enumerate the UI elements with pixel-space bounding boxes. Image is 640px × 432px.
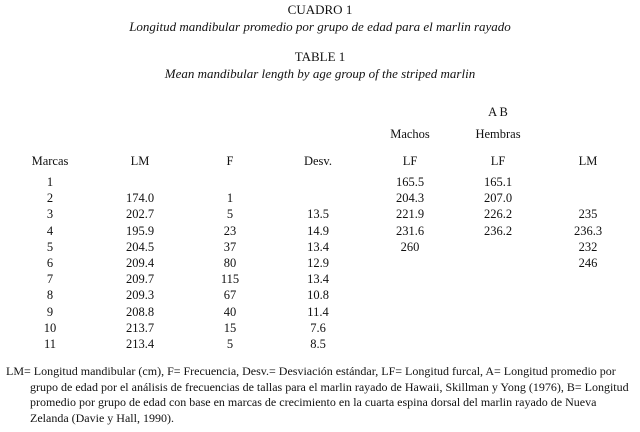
- cell-marcas: 3: [46, 207, 54, 222]
- cell-marcas: 11: [43, 337, 57, 351]
- cell-f: 5: [226, 337, 234, 351]
- column-header-lm-b: LM: [578, 154, 598, 168]
- group-header-hembras: Hembras: [475, 127, 521, 141]
- cell-lm: 209.4: [125, 256, 155, 270]
- cell-lm-b: 235: [578, 207, 598, 222]
- cell-lm: 174.0: [125, 191, 155, 206]
- cuadro-caption: Longitud mandibular promedio por grupo de edad para el marlin rayado: [129, 19, 511, 34]
- cell-lf-machos: 204.3: [395, 191, 425, 206]
- cell-f: 15: [223, 320, 237, 335]
- cell-f: 5: [226, 207, 234, 222]
- cell-lm: 209.3: [125, 288, 155, 303]
- cell-lf-hembras: 226.2: [483, 207, 513, 222]
- cell-lf-machos: 165.5: [395, 175, 425, 189]
- cell-lm: 202.7: [125, 207, 155, 222]
- cell-desv: 13.5: [307, 207, 329, 222]
- cell-marcas: 9: [46, 304, 54, 319]
- column-header-lf-hembras: LF: [490, 154, 506, 168]
- table-caption: Mean mandibular length by age group of the striped marlin: [164, 66, 476, 81]
- cell-lf-hembras: 207.0: [483, 191, 513, 206]
- cell-lm: 208.8: [125, 304, 155, 319]
- cell-marcas: 4: [46, 223, 54, 238]
- cell-desv: 11.4: [307, 304, 329, 319]
- column-header-lf-machos: LF: [402, 154, 418, 168]
- cell-lf-machos: 231.6: [395, 223, 425, 238]
- cell-f: 37: [223, 239, 237, 254]
- cell-f: 115: [220, 272, 240, 287]
- group-header-machos: Machos: [390, 127, 430, 141]
- cell-f: 40: [223, 304, 237, 319]
- cell-f: 1: [226, 191, 234, 206]
- column-header-f: F: [226, 154, 234, 168]
- cell-desv: 14.9: [307, 223, 329, 238]
- cell-desv: 10.8: [307, 288, 329, 303]
- cuadro-title: CUADRO 1: [287, 2, 353, 17]
- cell-desv: 13.4: [307, 239, 329, 254]
- cell-marcas: 2: [46, 191, 54, 206]
- cell-lm: 209.7: [125, 272, 155, 287]
- column-header-desv: Desv.: [303, 154, 332, 168]
- cell-lm-b: 246: [578, 256, 598, 270]
- cell-lf-machos: 260: [400, 239, 420, 254]
- cell-desv: 12.9: [307, 256, 329, 270]
- cell-lf-hembras: 165.1: [483, 175, 513, 189]
- cell-lm-b: 232: [578, 239, 598, 254]
- cell-marcas: 10: [43, 320, 57, 335]
- cell-marcas: 5: [46, 239, 54, 254]
- cell-lm: 195.9: [125, 223, 155, 238]
- column-header-marcas: Marcas: [31, 154, 69, 168]
- footnote-text: LM= Longitud mandibular (cm), F= Frecuencia, Desv.= Desviación estándar, LF= Longitud furcal, A= Longitud promedio por grupo de edad por el análisis de frecuencias de tallas para el marlin rayado de Hawaii, Skillman y Yong (1976), B= Longitud promedio por grupo de edad con base en marcas de crecimiento en la cuarta espina dorsal del marlin rayado de Nueva Zelanda (Davie y Hall, 1990).: [6, 364, 629, 425]
- cell-lm-b: 236.3: [573, 223, 603, 238]
- cell-f: 67: [223, 288, 237, 303]
- cell-lm: 213.7: [125, 320, 155, 335]
- cell-marcas: 6: [46, 256, 54, 270]
- cell-lf-machos: 221.9: [395, 207, 425, 222]
- cell-lf-hembras: 236.2: [483, 223, 513, 238]
- cell-desv: 8.5: [310, 337, 326, 351]
- cell-marcas: 7: [46, 272, 54, 287]
- cell-desv: 13.4: [307, 272, 329, 287]
- group-header-ab: A B: [488, 105, 508, 119]
- column-header-lm: LM: [130, 154, 150, 168]
- cell-desv: 7.6: [310, 320, 326, 335]
- cell-marcas: 1: [46, 175, 54, 189]
- cell-lm: 213.4: [125, 337, 155, 351]
- table-title: TABLE 1: [294, 49, 346, 64]
- table-footnote: [6, 364, 636, 426]
- cell-lm: 204.5: [125, 239, 155, 254]
- cell-f: 80: [223, 256, 237, 270]
- cell-f: 23: [223, 223, 237, 238]
- cell-marcas: 8: [46, 288, 54, 303]
